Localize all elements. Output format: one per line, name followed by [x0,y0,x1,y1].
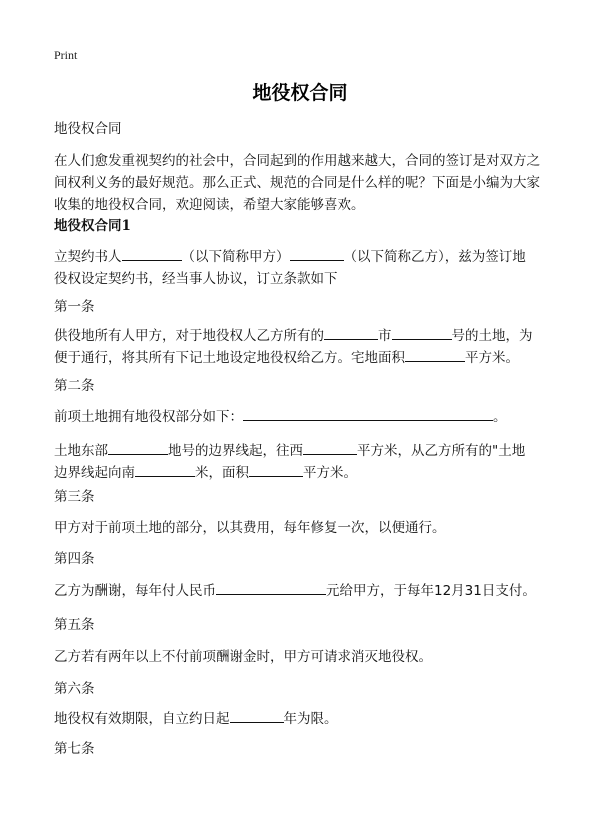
blank-south-meters [135,462,195,477]
article-3-text: 甲方对于前项土地的部分，以其费用，每年修复一次，以便通行。 [54,520,446,536]
article-1-text-d: 便于通行，将其所有下记土地设定地役权给乙方。宅地面积 [54,350,405,366]
blank-party-a [122,246,182,261]
article-1-text-e: 平方米。 [465,350,519,366]
blank-party-b [290,246,344,261]
article-2-text-h: 平方米。 [303,465,357,481]
opening-line-1 [54,246,554,268]
opening-paragraph [54,246,554,290]
article-6-heading: 第六条 [54,681,95,697]
article-3-heading: 第三条 [54,489,95,505]
intro-paragraph [54,150,554,216]
article-2-line-1 [54,406,554,428]
article-5-text: 乙方若有两年以上不付前项酬谢金时，甲方可请求消灭地役权。 [54,649,432,665]
opening-text-c: （以下简称乙方），兹为签订地 [343,249,526,265]
blank-west-area [303,440,357,455]
blank-payment-amount [216,580,326,595]
article-4-text [54,580,554,602]
article-2-text-f: 边界线起向南 [54,465,135,481]
article-1-text-c: 号的土地，为 [451,328,533,344]
article-1-line-1 [54,325,554,347]
blank-city [324,325,378,340]
blank-area [405,347,465,362]
article-4-text-a: 乙方为酬谢，每年付人民币 [54,583,216,599]
contract-heading: 地役权合同1 [54,218,131,234]
blank-south-area [249,462,303,477]
article-2-text-e: 平方米，从乙方所有的"土地 [357,443,526,459]
article-1-heading: 第一条 [54,299,95,315]
blank-term-years [230,708,284,723]
opening-line-2: 役权设定契约书，经当事人协议，订立条款如下 [54,271,338,287]
article-6-text-b: 年为限。 [283,711,338,727]
blank-lot-number [392,325,452,340]
article-2-text-c: 土地东部 [54,443,108,459]
article-2-heading: 第二条 [54,378,95,394]
page-title: 地役权合同 [252,82,348,104]
article-6-text [54,708,554,730]
article-1-text-a: 供役地所有人甲方，对于地役权人乙方所有的 [54,328,324,344]
article-4-heading: 第四条 [54,551,95,567]
intro-line-3: 收集的地役权合同，欢迎阅读，希望大家能够喜欢。 [54,197,365,213]
blank-east-lot [108,440,168,455]
blank-easement-part [243,406,493,421]
article-7-heading: 第七条 [54,741,95,757]
intro-line-2: 间权利义务的最好规范。那么正式、规范的合同是什么样的呢？下面是小编为大家 [54,175,540,191]
opening-text-b: （以下简称甲方） [181,249,290,265]
article-1-text-b: 市 [378,328,392,344]
intro-heading: 地役权合同 [54,121,122,137]
article-1-line-2 [54,347,554,369]
article-6-text-a: 地役权有效期限，自立约日起 [54,711,230,727]
article-1-text [54,325,554,369]
article-2-text-a: 前项土地拥有地役权部分如下： [54,409,243,425]
article-5-heading: 第五条 [54,617,95,633]
article-2-line-2 [54,440,554,462]
article-2-detail [54,440,554,484]
intro-line-1: 在人们愈发重视契约的社会中，合同起到的作用越来越大，合同的签订是对双方之 [54,153,540,169]
opening-text-a: 立契约书人 [54,249,122,265]
article-2-text-d: 地号的边界线起，往西 [168,443,303,459]
article-2-text-g: 米，面积 [195,465,249,481]
article-2-line-3 [54,462,554,484]
print-link[interactable]: Print [54,48,78,62]
article-4-text-b: 元给甲方，于每年12月31日支付。 [326,583,536,599]
article-2-text-b: 。 [493,409,507,425]
